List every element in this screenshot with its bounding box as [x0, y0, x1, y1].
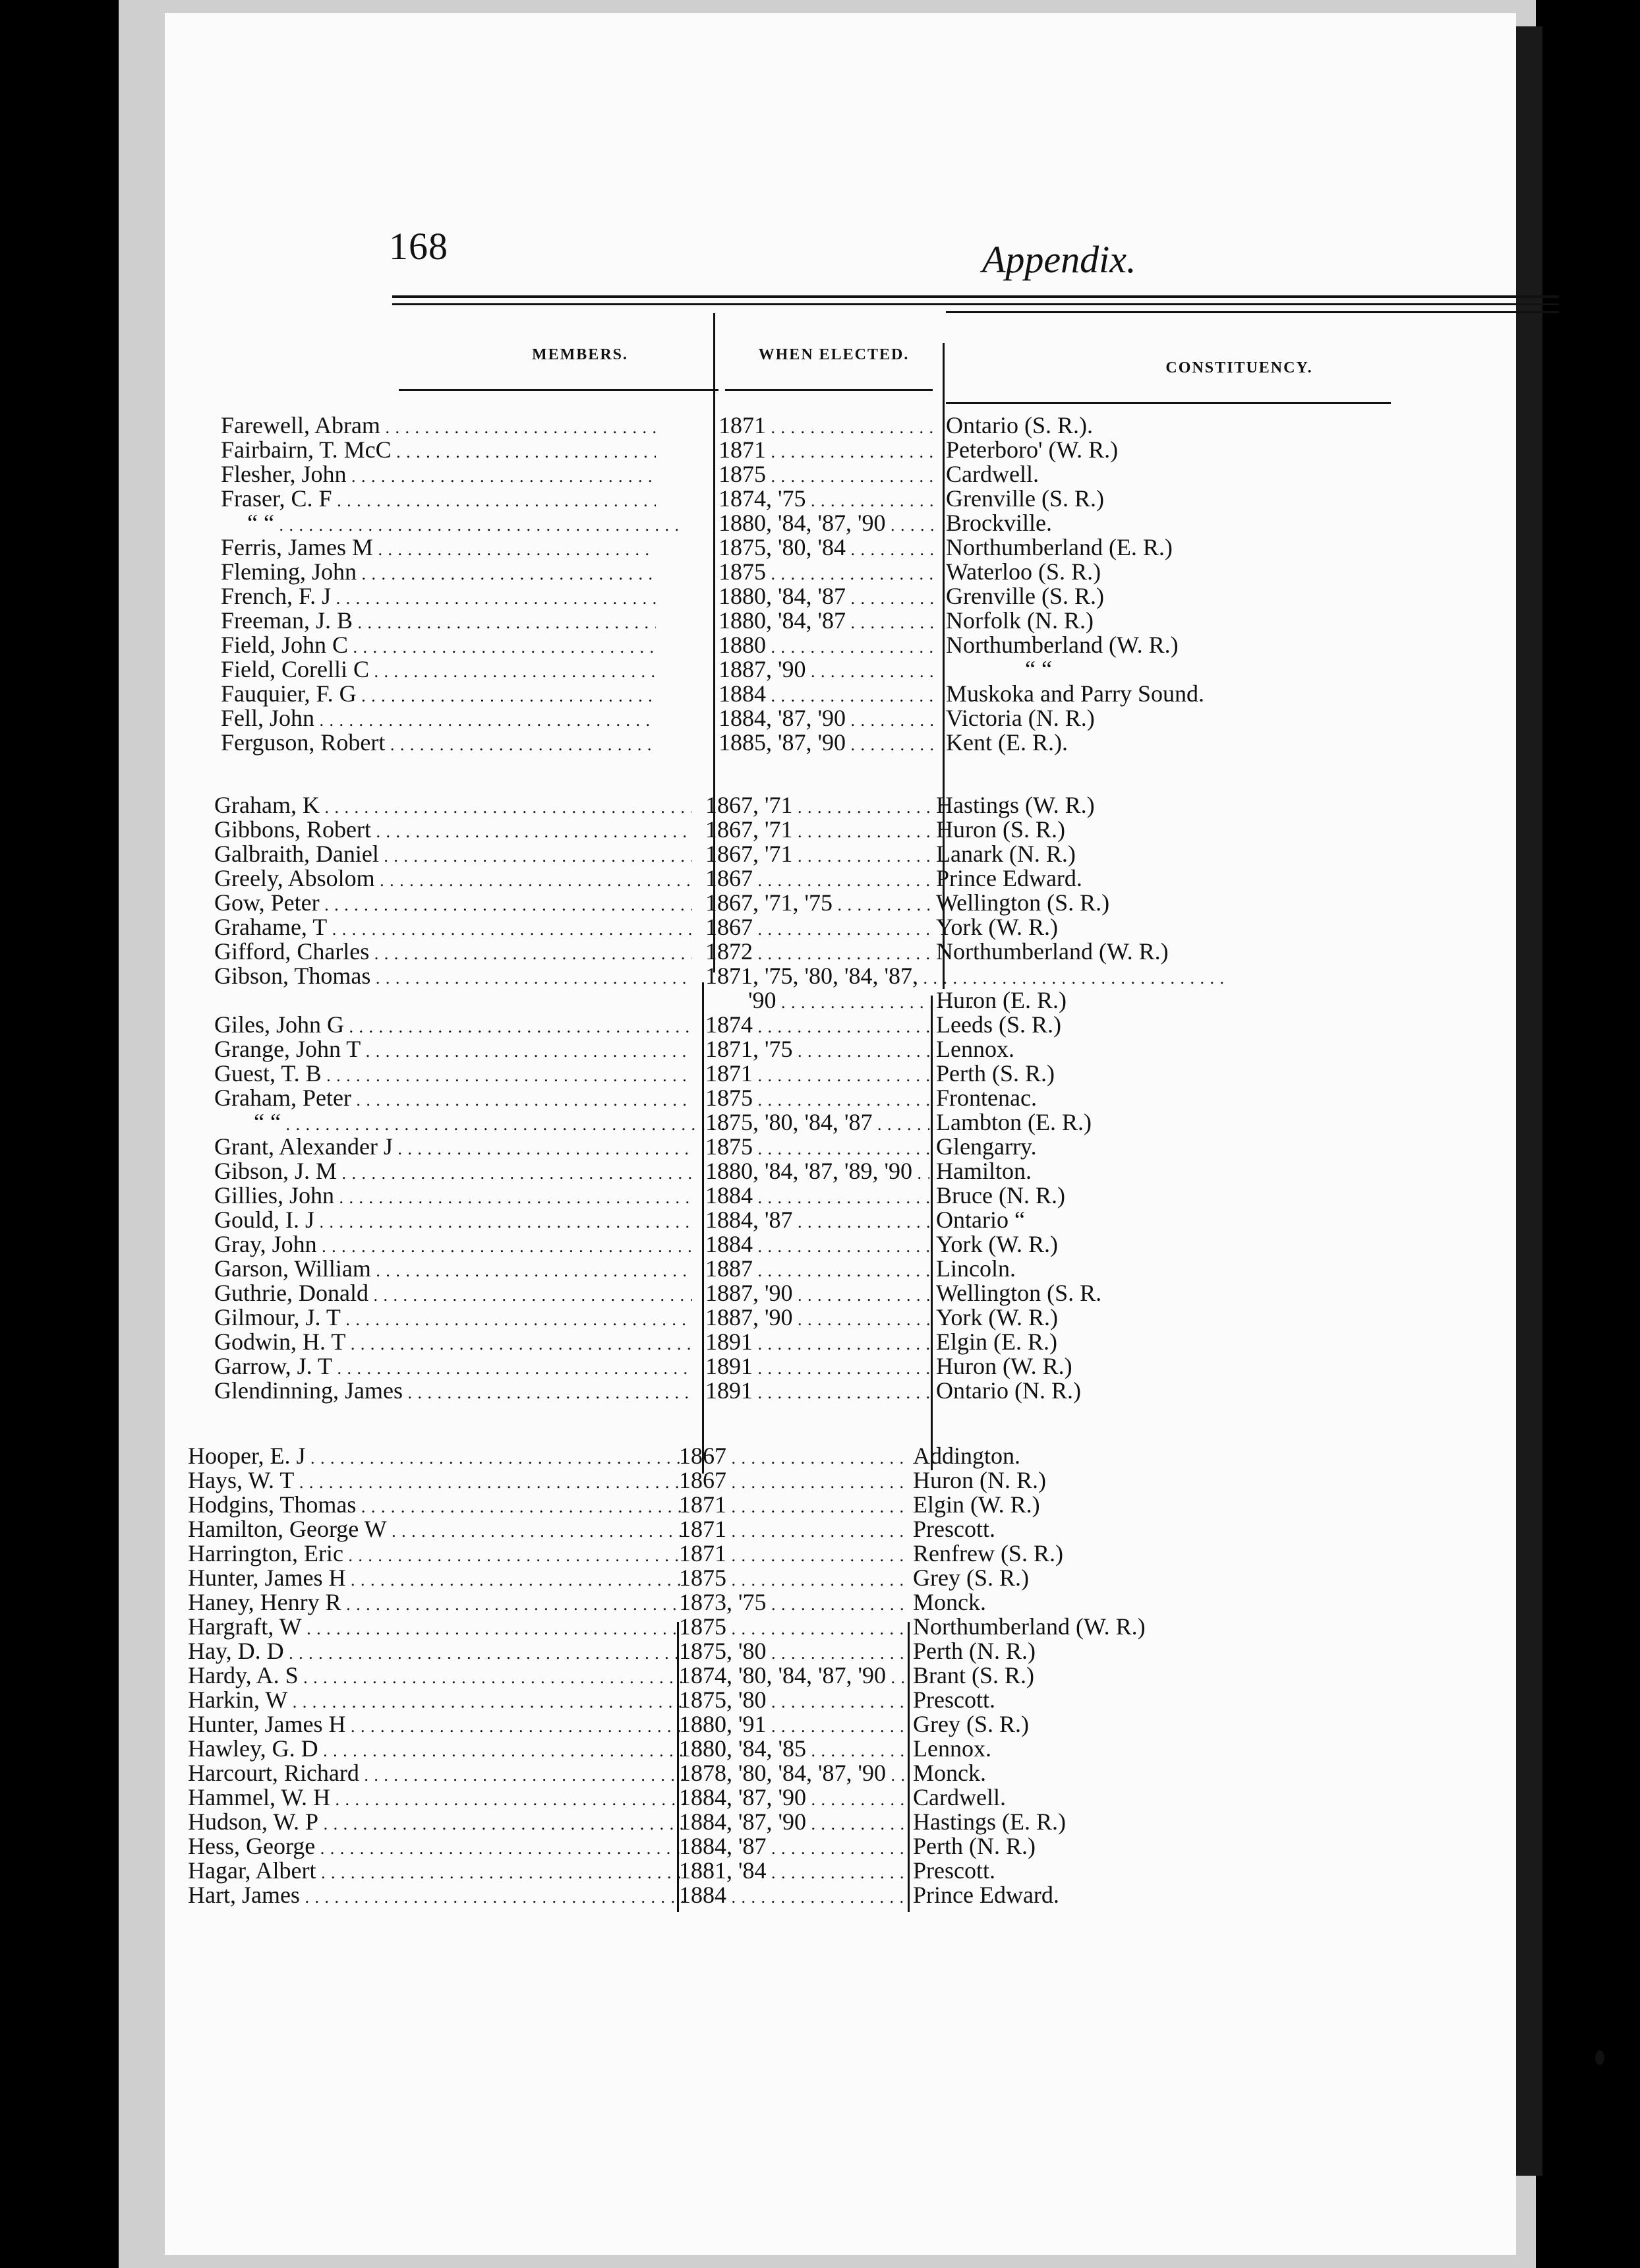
constituency: Hastings (W. R.) — [936, 792, 1095, 818]
constituency: Prince Edward. — [913, 1882, 1059, 1908]
member-name: Greely, Absolom . . . — [214, 866, 692, 893]
members-header-underline — [399, 389, 718, 391]
entry-row — [0, 1208, 1351, 1232]
election-years: 1867 . . . — [679, 1444, 910, 1470]
entry-row — [0, 1232, 1351, 1257]
member-name: Galbraith, Daniel . . . — [214, 842, 692, 868]
election-years: 1887 . . . — [705, 1257, 929, 1283]
constituency: Perth (S. R.) — [936, 1060, 1055, 1087]
election-years: 1873, '75 . . . — [679, 1590, 910, 1617]
constituency: Prince Edward. — [936, 865, 1082, 891]
entry-row — [0, 1517, 1351, 1541]
member-name: Graham, K . . . — [214, 793, 692, 820]
election-years: 1874 . . . — [705, 1013, 929, 1039]
constituency: Lennox. — [913, 1735, 991, 1762]
member-name: Hamilton, George W . . . — [188, 1517, 686, 1543]
member-name: Godwin, H. T . . . — [214, 1330, 692, 1356]
member-name: Hays, W. T . . . — [188, 1468, 686, 1495]
constituency: Ontario “ — [936, 1207, 1025, 1233]
entry-row — [0, 1257, 1351, 1281]
entry-row — [0, 1859, 1351, 1883]
election-years: 1881, '84 . . . — [679, 1859, 910, 1885]
election-years: 1880, '84, '87 . . . — [718, 584, 936, 611]
election-years: 1885, '87, '90 . . . — [718, 731, 936, 757]
constituency: Muskoka and Parry Sound. — [946, 680, 1204, 707]
entry-row — [0, 682, 1351, 706]
constituency: Cardwell. — [913, 1784, 1006, 1810]
election-years: 1875 . . . — [679, 1615, 910, 1641]
member-name: Hay, D. D . . . — [188, 1639, 686, 1665]
entry-row — [0, 1330, 1351, 1354]
entry-row — [0, 511, 1351, 535]
election-years: 1880, '91 . . . — [679, 1712, 910, 1739]
constituency: Addington. — [913, 1443, 1021, 1469]
member-name: Gillies, John . . . — [214, 1183, 692, 1210]
entry-row — [0, 1761, 1351, 1785]
constituency: Elgin (W. R.) — [913, 1491, 1040, 1518]
member-name: Flesher, John . . . — [221, 462, 656, 489]
member-name: Gould, I. J . . . — [214, 1208, 692, 1234]
entries-group-g — [0, 793, 1351, 1403]
election-years: 1875, '80, '84, '87 . . . — [705, 1110, 929, 1137]
entry-row — [0, 706, 1351, 731]
entry-row — [0, 1444, 1351, 1468]
entry-row — [0, 1541, 1351, 1566]
election-years: 1875 . . . — [705, 1135, 929, 1161]
member-name: Grahame, T . . . — [214, 915, 692, 941]
entry-row — [0, 1468, 1351, 1493]
member-name: Gow, Peter . . . — [214, 891, 692, 917]
entry-row — [0, 842, 1351, 866]
election-years: 1871 . . . — [679, 1517, 910, 1543]
running-head: Appendix. — [982, 238, 1136, 281]
constituency: Grenville (S. R.) — [946, 583, 1104, 609]
constituency: Glengarry. — [936, 1133, 1037, 1160]
election-years: 1875 . . . — [718, 462, 936, 489]
entry-row — [0, 1013, 1351, 1037]
constituency: Brockville. — [946, 510, 1052, 536]
election-years: 1871 . . . — [679, 1541, 910, 1568]
member-name: Harkin, W . . . — [188, 1688, 686, 1714]
member-name: Haney, Henry R . . . — [188, 1590, 686, 1617]
election-years: 1884 . . . — [705, 1183, 929, 1210]
election-years: 1872 . . . — [705, 940, 929, 966]
member-name: Harrington, Eric . . . — [188, 1541, 686, 1568]
constituency: “ “ — [1025, 656, 1052, 682]
entry-row — [0, 1639, 1351, 1663]
election-years: 1874, '80, '84, '87, '90 . . . — [679, 1663, 910, 1690]
election-years: 1891 . . . — [705, 1330, 929, 1356]
constituency: Lennox. — [936, 1036, 1014, 1062]
member-name: Guthrie, Donald . . . — [214, 1281, 692, 1307]
member-name: Grange, John T . . . — [214, 1037, 692, 1063]
entry-row — [0, 1688, 1351, 1712]
constituency: Elgin (E. R.) — [936, 1328, 1057, 1355]
member-name: Grant, Alexander J . . . — [214, 1135, 692, 1161]
entry-row — [0, 866, 1351, 891]
member-name: Hagar, Albert . . . — [188, 1859, 686, 1885]
entries-group-h — [0, 1444, 1351, 1907]
member-name: Harcourt, Richard . . . — [188, 1761, 686, 1787]
constituency: Norfolk (N. R.) — [946, 607, 1094, 634]
election-years: 1875, '80 . . . — [679, 1688, 910, 1714]
entry-row — [0, 1037, 1351, 1061]
page-number: 168 — [389, 225, 448, 268]
entry-row — [0, 487, 1351, 511]
election-years: 1875 . . . — [679, 1566, 910, 1592]
constituency: Wellington (S. R.) — [936, 889, 1110, 916]
member-name: Hammel, W. H . . . — [188, 1785, 686, 1812]
constituency: Kent (E. R.). — [946, 729, 1068, 756]
constituency: Cardwell. — [946, 461, 1039, 487]
entry-row — [0, 940, 1351, 964]
member-name: Garson, William . . . — [214, 1257, 692, 1283]
entry-row — [0, 1590, 1351, 1615]
constituency: Huron (E. R.) — [936, 987, 1067, 1013]
entry-row — [0, 1305, 1351, 1330]
constituency: Huron (S. R.) — [936, 816, 1065, 843]
constituency: Grey (S. R.) — [913, 1711, 1029, 1737]
member-name: Hawley, G. D . . . — [188, 1737, 686, 1763]
constituency: Monck. — [913, 1760, 986, 1786]
member-name: Hart, James . . . — [188, 1883, 686, 1909]
election-years: 1875 . . . — [705, 1086, 929, 1112]
election-years: 1867, '71 . . . — [705, 842, 929, 868]
election-years: 1891 . . . — [705, 1379, 929, 1405]
election-years: '90 . . . — [705, 988, 972, 1015]
member-name: Hudson, W. P . . . — [188, 1810, 686, 1836]
constituency: Northumberland (W. R.) — [913, 1613, 1146, 1640]
member-name: Hunter, James H . . . — [188, 1566, 686, 1592]
entry-row — [0, 462, 1351, 487]
member-name: Hargraft, W . . . — [188, 1615, 686, 1641]
constituency: Perth (N. R.) — [913, 1833, 1036, 1859]
entry-row — [0, 535, 1351, 560]
member-name: Gray, John . . . — [214, 1232, 692, 1259]
constituency: Grenville (S. R.) — [946, 485, 1104, 512]
entry-row — [0, 1566, 1351, 1590]
election-years: 1884 . . . — [718, 682, 936, 708]
entry-row — [0, 609, 1351, 633]
member-name: Gibson, J. M . . . — [214, 1159, 692, 1185]
column-header-constituency: CONSTITUENCY. — [1165, 359, 1313, 376]
member-name: Garrow, J. T . . . — [214, 1354, 692, 1381]
entry-row — [0, 1883, 1351, 1907]
member-name: Freeman, J. B . . . — [221, 609, 656, 635]
entry-row — [0, 1810, 1351, 1834]
election-years: 1871 . . . — [718, 438, 936, 464]
constituency: Ontario (N. R.) — [936, 1377, 1081, 1404]
member-name: Hunter, James H . . . — [188, 1712, 686, 1739]
member-name: Hess, George . . . — [188, 1834, 686, 1861]
entries-group-f — [0, 413, 1351, 755]
member-name: Graham, Peter . . . — [214, 1086, 692, 1112]
election-years: 1867 . . . — [705, 915, 929, 941]
entry-row — [0, 1834, 1351, 1859]
entry-row — [0, 731, 1351, 755]
facing-page-edge — [1516, 26, 1542, 2176]
entry-row — [0, 438, 1351, 462]
constituency: York (W. R.) — [936, 914, 1059, 940]
entry-row — [0, 1615, 1351, 1639]
constituency: Huron (W. R.) — [936, 1353, 1072, 1379]
constituency-header-underline — [946, 402, 1391, 404]
entry-row — [0, 793, 1351, 818]
election-years: 1867 . . . — [705, 866, 929, 893]
election-years: 1880 . . . — [718, 633, 936, 659]
constituency: Brant (S. R.) — [913, 1662, 1034, 1688]
header-rule-top — [392, 295, 1559, 298]
election-years: 1887, '90 . . . — [705, 1305, 929, 1332]
election-years: 1884, '87, '90 . . . — [679, 1785, 910, 1812]
constituency: Waterloo (S. R.) — [946, 558, 1101, 585]
election-years: 1884, '87, '90 . . . — [718, 706, 936, 732]
entry-row — [0, 1379, 1351, 1403]
constituency: Lanark (N. R.) — [936, 841, 1076, 867]
member-name: Giles, John G . . . — [214, 1013, 692, 1039]
election-years: 1880, '84, '85 . . . — [679, 1737, 910, 1763]
entry-row — [0, 1086, 1351, 1110]
election-years: 1880, '84, '87, '89, '90 . . . — [705, 1159, 929, 1185]
entry-row — [0, 560, 1351, 584]
column-header-members: MEMBERS. — [531, 346, 628, 363]
constituency: Lambton (E. R.) — [936, 1109, 1092, 1135]
election-years: 1880, '84, '87 . . . — [718, 609, 936, 635]
member-name: Gifford, Charles . . . — [214, 940, 692, 966]
election-years: 1867, '71, '75 . . . — [705, 891, 929, 917]
constituency: Renfrew (S. R.) — [913, 1540, 1063, 1567]
constituency: Bruce (N. R.) — [936, 1182, 1065, 1209]
constituency: York (W. R.) — [936, 1231, 1059, 1257]
member-name: Ferris, James M . . . — [221, 535, 656, 562]
member-name: Gilmour, J. T . . . — [214, 1305, 692, 1332]
election-years: 1871, '75 . . . — [705, 1037, 929, 1063]
election-years: 1891 . . . — [705, 1354, 929, 1381]
member-name: Gibbons, Robert . . . — [214, 818, 692, 844]
election-years: 1874, '75 . . . — [718, 487, 936, 513]
entry-row — [0, 1183, 1351, 1208]
election-years: 1871 . . . — [679, 1493, 910, 1519]
entry-row — [0, 1493, 1351, 1517]
entry-row — [0, 818, 1351, 842]
member-name: Fraser, C. F . . . — [221, 487, 656, 513]
election-years: 1884, '87, '90 . . . — [679, 1810, 910, 1836]
entry-row — [0, 1110, 1351, 1135]
member-name: Fell, John . . . — [221, 706, 656, 732]
election-years: 1887, '90 . . . — [705, 1281, 929, 1307]
election-years: 1871 . . . — [705, 1061, 929, 1088]
entry-row — [0, 1281, 1351, 1305]
entry-row — [0, 1159, 1351, 1183]
member-name: Ferguson, Robert . . . — [221, 731, 656, 757]
member-name: Gibson, Thomas . . . — [214, 964, 692, 990]
constituency: Wellington (S. R. — [936, 1280, 1102, 1306]
election-years: 1875 . . . — [718, 560, 936, 586]
constituency: Prescott. — [913, 1857, 995, 1884]
constituency: Lincoln. — [936, 1255, 1016, 1282]
entry-row — [0, 988, 1351, 1013]
election-years: 1871 . . . — [718, 413, 936, 440]
constituency: York (W. R.) — [936, 1304, 1059, 1330]
entry-row — [0, 891, 1351, 915]
member-name: Field, John C . . . — [221, 633, 656, 659]
entry-row — [0, 657, 1351, 682]
entry-row — [0, 584, 1351, 609]
constituency: Frontenac. — [936, 1085, 1037, 1111]
header-rule-right — [946, 311, 1559, 313]
constituency: Huron (N. R.) — [913, 1467, 1046, 1493]
entry-row — [0, 633, 1351, 657]
member-name: Hardy, A. S . . . — [188, 1663, 686, 1690]
election-years: 1878, '80, '84, '87, '90 . . . — [679, 1761, 910, 1787]
member-name: French, F. J . . . — [221, 584, 656, 611]
election-years: 1867, '71 . . . — [705, 793, 929, 820]
member-name: “ “ . . . — [214, 1110, 732, 1137]
constituency: Prescott. — [913, 1686, 995, 1713]
election-years: 1875, '80, '84 . . . — [718, 535, 936, 562]
column-header-when-elected: WHEN ELECTED. — [758, 346, 910, 363]
member-name: Glendinning, James . . . — [214, 1379, 692, 1405]
document-page — [165, 13, 1516, 2255]
constituency: Northumberland (W. R.) — [946, 632, 1179, 658]
entry-row — [0, 1663, 1351, 1688]
member-name: Hooper, E. J . . . — [188, 1444, 686, 1470]
entry-row — [0, 1354, 1351, 1379]
elected-header-underline — [725, 389, 933, 391]
ink-speck — [1595, 2050, 1604, 2065]
constituency: Victoria (N. R.) — [946, 705, 1095, 731]
constituency: Leeds (S. R.) — [936, 1011, 1061, 1038]
member-name: Field, Corelli C . . . — [221, 657, 656, 684]
member-name: Fairbairn, T. McC . . . — [221, 438, 656, 464]
constituency: Northumberland (E. R.) — [946, 534, 1173, 560]
constituency: Perth (N. R.) — [913, 1638, 1036, 1664]
election-years: 1884, '87 . . . — [679, 1834, 910, 1861]
entry-row — [0, 1737, 1351, 1761]
constituency: Hastings (E. R.) — [913, 1808, 1066, 1835]
entry-row — [0, 1061, 1351, 1086]
election-years: 1867, '71 . . . — [705, 818, 929, 844]
member-name: Hodgins, Thomas . . . — [188, 1493, 686, 1519]
member-name: Fauquier, F. G . . . — [221, 682, 656, 708]
entry-row — [0, 1785, 1351, 1810]
election-years: 1884 . . . — [679, 1883, 910, 1909]
election-years: 1884 . . . — [705, 1232, 929, 1259]
constituency: Hamilton. — [936, 1158, 1032, 1184]
constituency: Monck. — [913, 1589, 986, 1615]
member-name: Fleming, John . . . — [221, 560, 656, 586]
member-name: Guest, T. B . . . — [214, 1061, 692, 1088]
election-years: 1887, '90 . . . — [718, 657, 936, 684]
election-years: 1884, '87 . . . — [705, 1208, 929, 1234]
entry-row — [0, 915, 1351, 940]
member-name: Farewell, Abram . . . — [221, 413, 656, 440]
election-years: 1867 . . . — [679, 1468, 910, 1495]
election-years: 1871, '75, '80, '84, '87, . . . — [705, 964, 929, 990]
member-name: “ “ . . . — [221, 511, 682, 537]
entry-row — [0, 1135, 1351, 1159]
election-years: 1875, '80 . . . — [679, 1639, 910, 1665]
header-rule-bottom — [392, 303, 1559, 305]
election-years: 1880, '84, '87, '90 . . . — [718, 511, 936, 537]
entry-row — [0, 964, 1351, 988]
entry-row — [0, 1712, 1351, 1737]
constituency: Northumberland (W. R.) — [936, 938, 1169, 965]
constituency: Prescott. — [913, 1516, 995, 1542]
constituency: Ontario (S. R.). — [946, 412, 1093, 438]
constituency: Grey (S. R.) — [913, 1565, 1029, 1591]
constituency: Peterboro' (W. R.) — [946, 436, 1119, 463]
entry-row — [0, 413, 1351, 438]
